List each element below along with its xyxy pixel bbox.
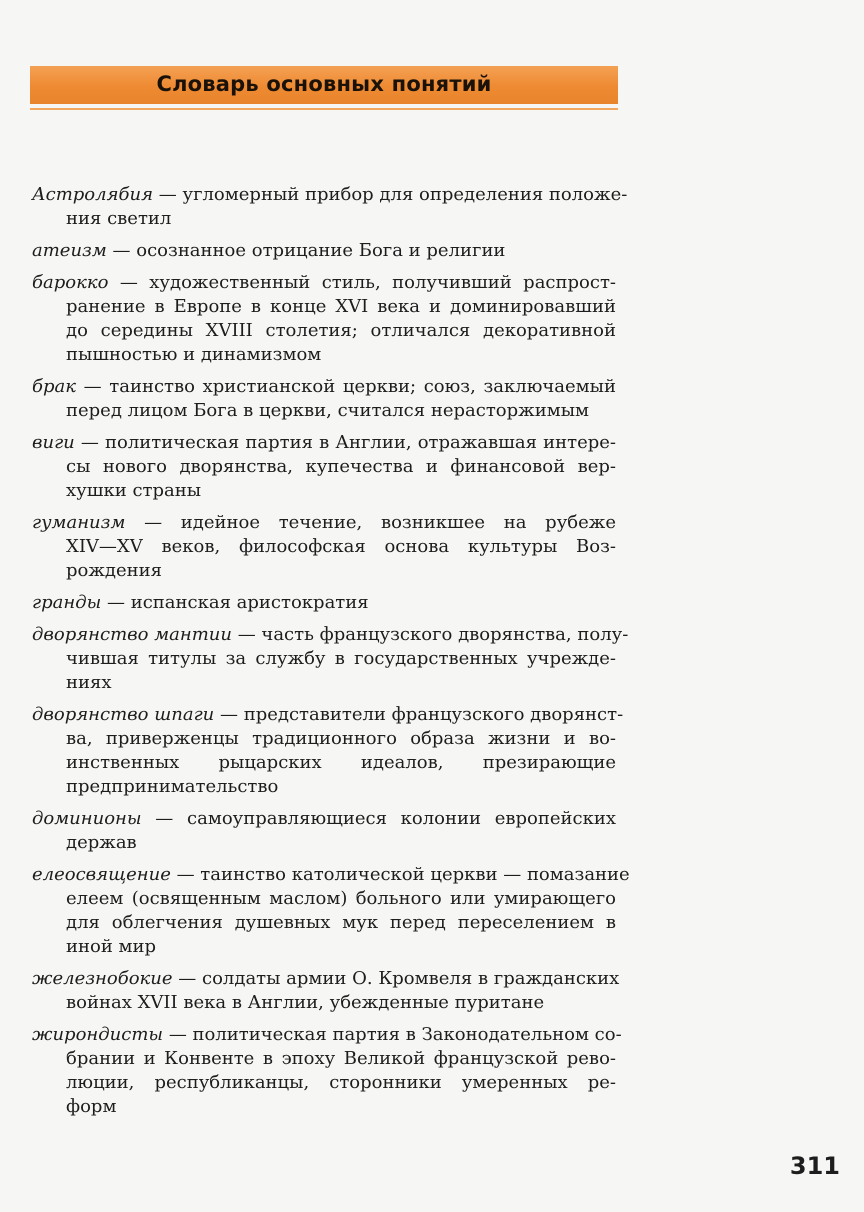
- glossary-entry-line: [32, 1023, 622, 1047]
- glossary-entry-line: люции, республиканцы, сторонники умеренных ре-: [66, 1072, 616, 1093]
- glossary-term: елеосвящение: [32, 864, 171, 885]
- glossary-list: [32, 183, 630, 1127]
- glossary-term: барокко: [32, 272, 109, 293]
- glossary-definition-text: — политическая партия в Англии, отражавшая интере-: [74, 432, 616, 453]
- glossary-term: дворянство шпаги: [32, 704, 215, 725]
- glossary-entry: [32, 271, 616, 367]
- glossary-entry-line: форм: [66, 1096, 117, 1117]
- glossary-entry: [32, 703, 624, 799]
- glossary-definition-text: — политическая партия в Законодательном со-: [163, 1024, 622, 1045]
- glossary-entry-line: [32, 239, 616, 263]
- glossary-entry: [32, 511, 616, 583]
- section-header-bar: [30, 66, 618, 104]
- glossary-entry: [32, 1023, 622, 1119]
- glossary-term: гуманизм: [32, 512, 126, 533]
- glossary-term: гранды: [32, 592, 102, 613]
- glossary-entry-line: ва, приверженцы традиционного образа жизни и во-: [66, 728, 616, 749]
- glossary-term: Астролябия: [32, 184, 154, 205]
- glossary-term: виги: [32, 432, 75, 453]
- glossary-entry-line: чившая титулы за службу в государственных учрежде-: [66, 648, 616, 669]
- glossary-term: брак: [32, 376, 76, 397]
- glossary-entry-line: [32, 271, 616, 295]
- glossary-entry: [32, 431, 616, 503]
- glossary-entry-line: [32, 863, 630, 887]
- glossary-entry: [32, 375, 616, 423]
- glossary-definition-text: — самоуправляющиеся колонии европейских: [141, 808, 616, 829]
- glossary-entry: [32, 591, 616, 615]
- glossary-entry-line: инственных рыцарских идеалов, презирающие: [66, 752, 616, 773]
- glossary-entry-line: для облегчения душевных мук перед переселением в: [66, 912, 616, 933]
- section-title: Словарь основных понятий: [156, 72, 492, 96]
- glossary-entry: [32, 239, 616, 263]
- glossary-entry-line: [32, 511, 616, 535]
- glossary-entry-line: [32, 967, 620, 991]
- glossary-definition-text: — представители французского дворянст-: [214, 704, 624, 725]
- glossary-term: доминионы: [32, 808, 142, 829]
- glossary-entry-line: перед лицом Бога в церкви, считался нерасторжимым: [66, 400, 590, 421]
- glossary-entry-line: ниях: [66, 672, 112, 693]
- glossary-entry-line: держав: [66, 832, 137, 853]
- glossary-term: железнобокие: [32, 968, 173, 989]
- glossary-entry: [32, 183, 628, 231]
- glossary-entry-line: [32, 623, 629, 647]
- glossary-entry-line: [32, 703, 624, 727]
- glossary-term: дворянство мантии: [32, 624, 232, 645]
- glossary-entry: [32, 863, 630, 959]
- page-number: 311: [789, 1152, 840, 1180]
- glossary-entry-line: ния светил: [66, 208, 172, 229]
- glossary-entry-line: [32, 375, 616, 399]
- glossary-entry-line: ранение в Европе в конце XVI века и доминировавший: [66, 296, 616, 317]
- glossary-entry: [32, 967, 620, 1015]
- header-divider: [30, 108, 618, 110]
- glossary-entry-line: [32, 591, 616, 615]
- glossary-entry-line: [32, 431, 616, 455]
- glossary-entry-line: иной мир: [66, 936, 157, 957]
- glossary-definition-text: — испанская аристократия: [101, 592, 369, 613]
- glossary-entry: [32, 807, 616, 855]
- glossary-entry-line: хушки страны: [66, 480, 202, 501]
- glossary-term: жирондисты: [32, 1024, 164, 1045]
- glossary-definition-text: — угломерный прибор для определения положе-: [153, 184, 628, 205]
- glossary-entry-line: до середины XVIII столетия; отличался декоративной: [66, 320, 616, 341]
- glossary-entry-line: брании и Конвенте в эпоху Великой французской рево-: [66, 1048, 616, 1069]
- glossary-definition-text: — таинство христианской церкви; союз, заключаемый: [76, 376, 616, 397]
- glossary-definition-text: — осознанное отрицание Бога и религии: [106, 240, 506, 261]
- glossary-definition-text: — таинство католической церкви — помазание: [170, 864, 630, 885]
- glossary-entry-line: елеем (освященным маслом) больного или умирающего: [66, 888, 616, 909]
- glossary-entry-line: XIV—XV веков, философская основа культуры Воз-: [66, 536, 616, 557]
- glossary-definition-text: — идейное течение, возникшее на рубеже: [125, 512, 616, 533]
- glossary-entry-line: пышностью и динамизмом: [66, 344, 322, 365]
- glossary-definition-text: — художественный стиль, получивший распрост-: [108, 272, 616, 293]
- glossary-entry-line: рождения: [66, 560, 163, 581]
- glossary-entry-line: сы нового дворянства, купечества и финансовой вер-: [66, 456, 616, 477]
- glossary-entry-line: [32, 807, 616, 831]
- glossary-entry-line: предпринимательство: [66, 776, 279, 797]
- glossary-entry-line: [32, 183, 628, 207]
- glossary-definition-text: — часть французского дворянства, полу-: [231, 624, 629, 645]
- glossary-entry-line: войнах XVII века в Англии, убежденные пуритане: [66, 992, 545, 1013]
- glossary-definition-text: — солдаты армии О. Кромвеля в гражданских: [172, 968, 620, 989]
- glossary-term: атеизм: [32, 240, 107, 261]
- glossary-entry: [32, 623, 629, 695]
